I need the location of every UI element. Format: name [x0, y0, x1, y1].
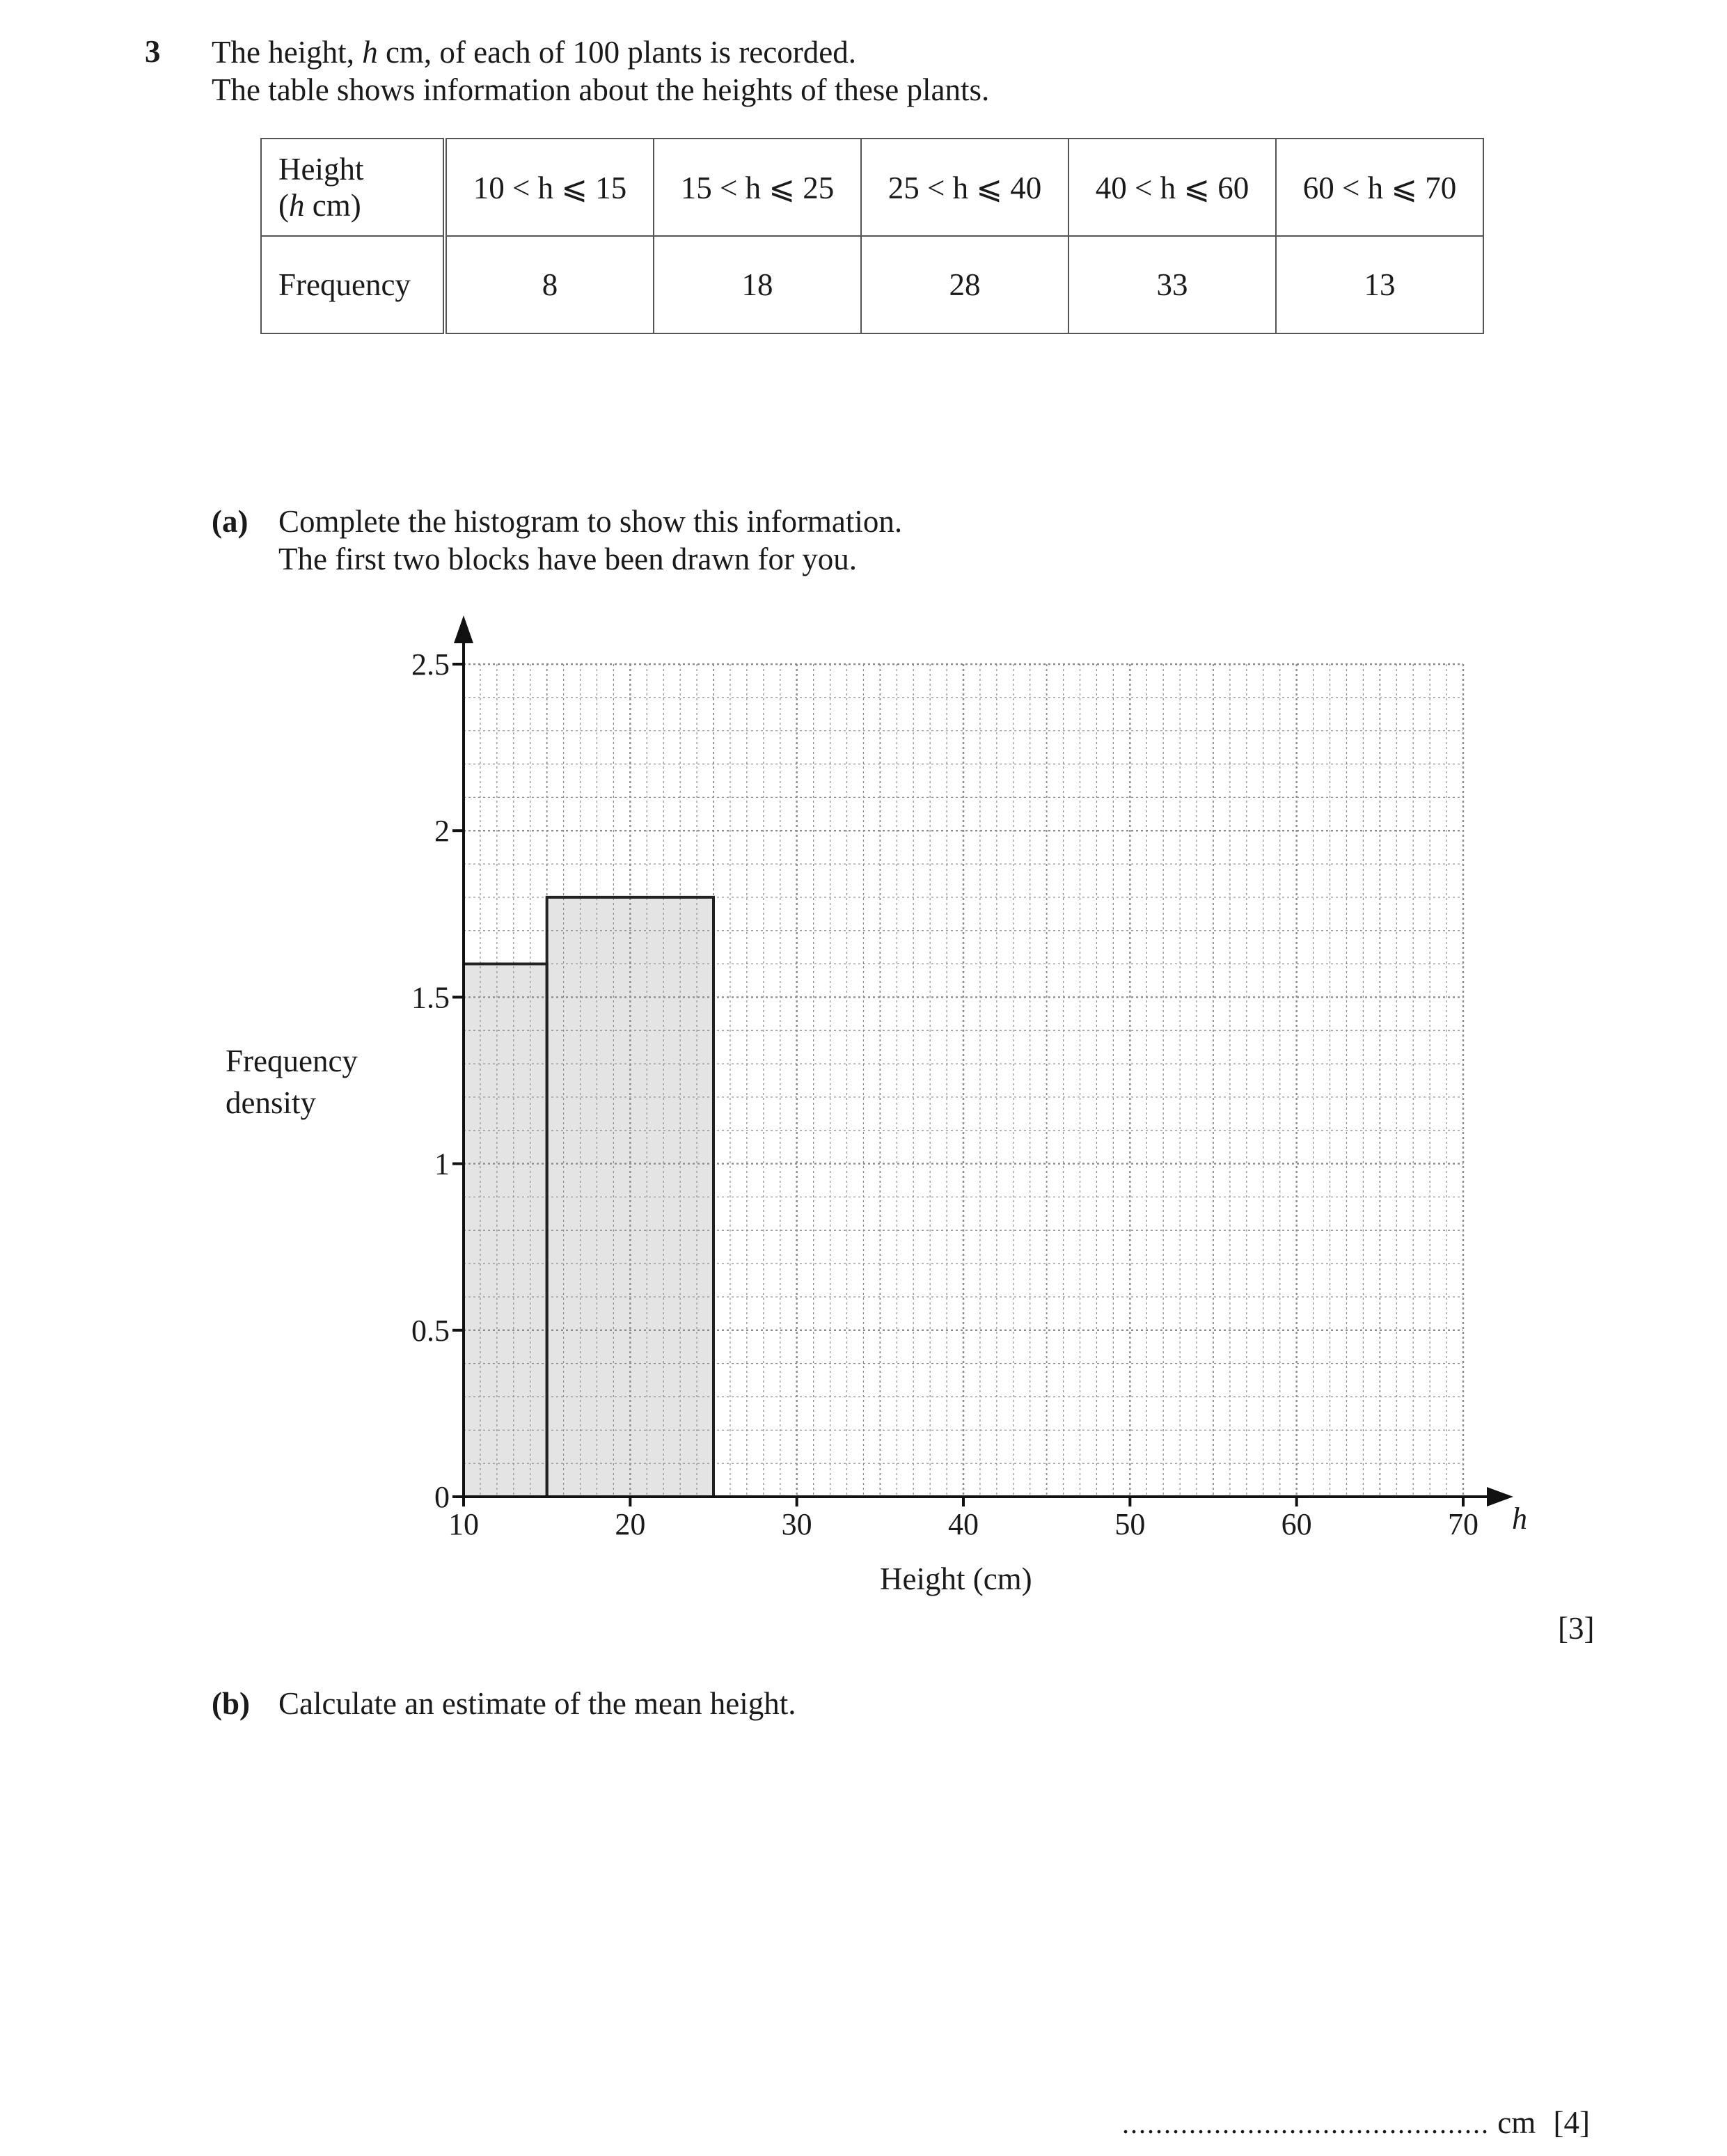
- question-intro-line2: The table shows information about the heights of these plants.: [212, 72, 990, 107]
- header-unit: cm): [304, 188, 361, 223]
- y-tick-label: 0.5: [411, 1313, 450, 1348]
- interval-cell: 60 < h ⩽ 70: [1276, 139, 1483, 236]
- interval-cell: 25 < h ⩽ 40: [861, 139, 1068, 236]
- y-tick-label: 1: [434, 1147, 450, 1181]
- part-a-marks: [3]: [1558, 1611, 1595, 1646]
- question-number: 3: [145, 34, 161, 69]
- x-tick-label: 40: [948, 1507, 979, 1541]
- part-a-line2: The first two blocks have been drawn for you.: [278, 542, 858, 576]
- header-open-paren: (: [278, 188, 289, 223]
- interval-cell: 40 < h ⩽ 60: [1068, 139, 1276, 236]
- x-axis-arrow-icon: [1487, 1487, 1513, 1506]
- intro-variable: h: [362, 35, 378, 70]
- header-variable: h: [289, 188, 305, 223]
- y-tick-label: 2.5: [411, 647, 450, 682]
- interval-cell: 15 < h ⩽ 25: [654, 139, 861, 236]
- interval-cell: 10 < h ⩽ 15: [445, 139, 654, 236]
- intro-text-b: cm, of each of 100 plants is recorded.: [377, 35, 856, 70]
- answer-unit: cm: [1497, 2105, 1536, 2140]
- frequency-cell: 8: [445, 236, 654, 333]
- x-tick-label: 30: [781, 1507, 812, 1541]
- y-axis-arrow-icon: [454, 615, 473, 643]
- answer-dots: ............................................: [1122, 2108, 1490, 2139]
- x-tick-label: 20: [615, 1507, 646, 1541]
- x-tick-label: 50: [1114, 1507, 1146, 1541]
- y-tick-label: 0: [434, 1480, 450, 1514]
- x-axis-label: Height (cm): [880, 1561, 1032, 1596]
- y-axis-label-line1: Frequency: [226, 1044, 358, 1078]
- part-b-line1: Calculate an estimate of the mean height.: [278, 1686, 796, 1721]
- frequency-cell: 28: [861, 236, 1068, 333]
- part-a-line1: Complete the histogram to show this information.: [278, 504, 903, 539]
- part-a-label: (a): [212, 504, 249, 539]
- frequency-cell: 13: [1276, 236, 1483, 333]
- answer-line[interactable]: [1122, 2104, 1590, 2143]
- histogram-bar-fill: [464, 964, 547, 1497]
- y-tick-label: 2: [434, 814, 450, 849]
- x-tick-label: 10: [448, 1507, 479, 1541]
- intro-text-a: The height,: [212, 35, 363, 70]
- part-b-label: (b): [212, 1686, 250, 1721]
- frequency-cell: 33: [1068, 236, 1276, 333]
- x-tick-label: 70: [1448, 1507, 1478, 1541]
- part-b-marks: [4]: [1553, 2105, 1590, 2140]
- x-tick-label: 60: [1281, 1507, 1312, 1541]
- y-axis-label-line2: density: [226, 1085, 316, 1120]
- y-tick-label: 1.5: [411, 980, 450, 1015]
- x-axis-variable: h: [1512, 1502, 1527, 1536]
- table-header-frequency: Frequency: [261, 236, 445, 333]
- frequency-cell: 18: [654, 236, 861, 333]
- header-height-word: Height: [278, 152, 364, 187]
